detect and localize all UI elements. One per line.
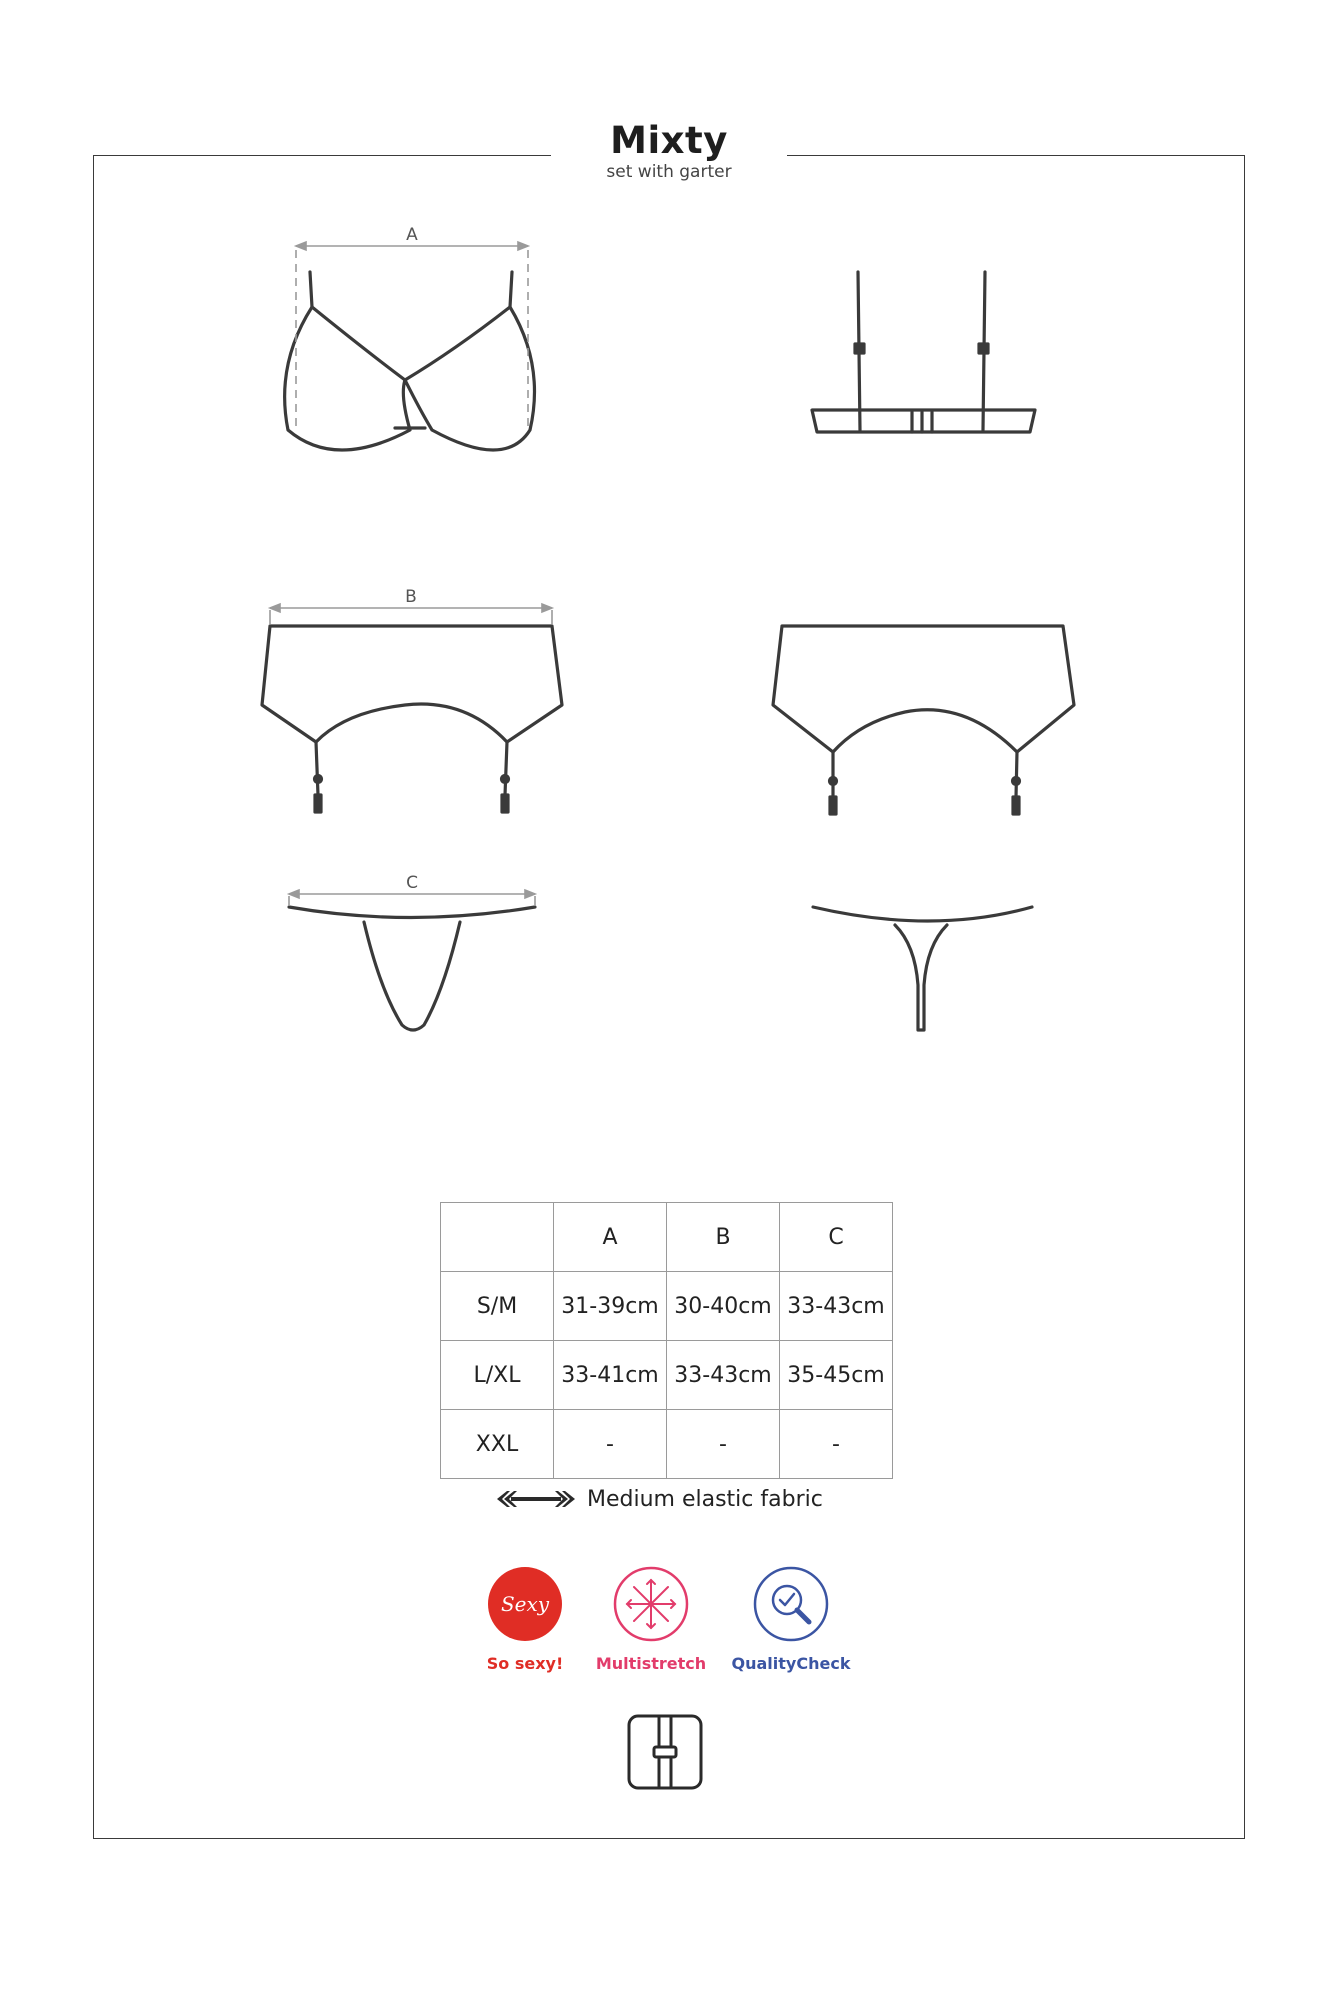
table-header-cell: A — [554, 1203, 667, 1272]
size-cell: S/M — [441, 1272, 554, 1341]
measure-label-b: B — [405, 587, 417, 607]
measure-label-a: A — [406, 225, 418, 245]
badge-label: So sexy! — [486, 1654, 564, 1673]
size-table — [440, 1202, 893, 1479]
closure-icon — [626, 1713, 704, 1791]
measure-label-c: C — [406, 873, 418, 893]
fabric-note — [497, 1479, 823, 1519]
measure-cell-c: 33-43cm — [780, 1272, 893, 1341]
measure-cell-a: 33-41cm — [554, 1341, 667, 1410]
table-header-cell: C — [780, 1203, 893, 1272]
badge-so-sexy — [455, 1566, 595, 1673]
garter-back-drawing — [773, 626, 1074, 814]
bra-back-drawing — [812, 272, 1035, 432]
badge-multistretch — [581, 1566, 721, 1673]
garter-front-drawing — [262, 626, 562, 812]
table-row — [441, 1410, 893, 1479]
measure-cell-c: - — [780, 1410, 893, 1479]
sexy-badge-icon — [487, 1566, 563, 1642]
product-title: Mixty — [610, 119, 728, 162]
table-header-cell: B — [667, 1203, 780, 1272]
measure-cell-b: 30-40cm — [667, 1272, 780, 1341]
measurement-guides — [270, 242, 552, 906]
measure-cell-c: 35-45cm — [780, 1341, 893, 1410]
sexy-badge-text: Sexy — [500, 1592, 550, 1616]
badge-quality-check — [721, 1566, 861, 1673]
measure-cell-b: - — [667, 1410, 780, 1479]
size-cell: XXL — [441, 1410, 554, 1479]
measure-cell-a: - — [554, 1410, 667, 1479]
double-arrow-icon — [497, 1489, 575, 1509]
table-row — [441, 1272, 893, 1341]
table-row — [441, 1341, 893, 1410]
table-header-cell — [441, 1203, 554, 1272]
size-cell: L/XL — [441, 1341, 554, 1410]
thong-front-drawing — [289, 907, 535, 1030]
table-header-row — [441, 1203, 893, 1272]
product-subtitle: set with garter — [606, 162, 732, 182]
badge-label: QualityCheck — [731, 1654, 851, 1673]
bra-front-drawing — [285, 272, 535, 450]
quality-check-icon — [753, 1566, 829, 1642]
measure-cell-a: 31-39cm — [554, 1272, 667, 1341]
fabric-label: Medium elastic fabric — [587, 1486, 823, 1512]
multistretch-icon — [613, 1566, 689, 1642]
badge-label: Multistretch — [595, 1654, 707, 1673]
measure-cell-b: 33-43cm — [667, 1341, 780, 1410]
thong-back-drawing — [813, 907, 1032, 1030]
feature-badges — [0, 1566, 1333, 1686]
